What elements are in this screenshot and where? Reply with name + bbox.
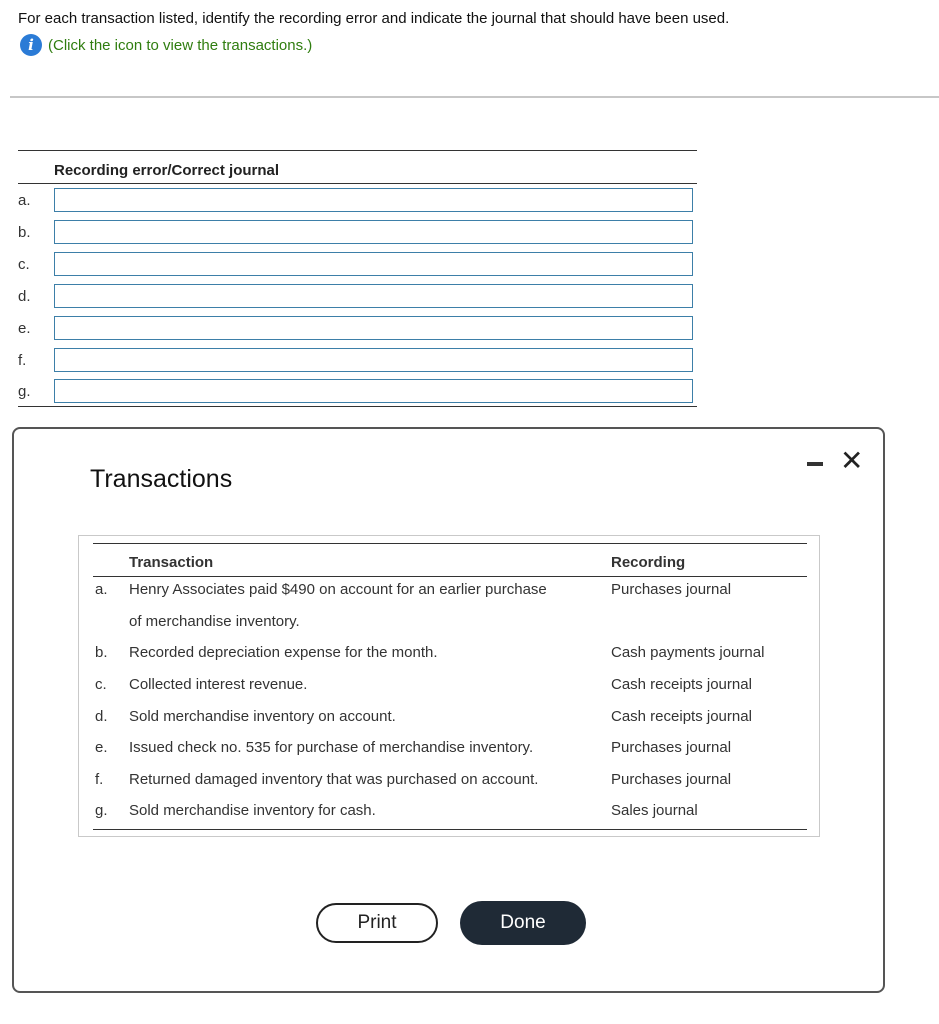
row-description: Sold merchandise inventory on account. <box>129 708 396 725</box>
answer-input-c[interactable] <box>54 252 693 276</box>
table-rule <box>18 183 697 184</box>
done-button[interactable]: Done <box>460 901 586 945</box>
row-letter: a. <box>95 581 108 598</box>
row-recording: Cash receipts journal <box>611 676 752 693</box>
row-letter: c. <box>18 256 30 273</box>
row-letter: f. <box>18 352 27 369</box>
answer-input-g[interactable] <box>54 379 693 403</box>
help-row <box>20 34 312 56</box>
info-icon[interactable]: i <box>20 34 42 56</box>
row-description: of merchandise inventory. <box>129 613 300 630</box>
instructions-text: For each transaction listed, identify the recording error and indicate the journal that should have been used. <box>18 10 730 27</box>
row-letter: a. <box>18 192 31 209</box>
row-description: Issued check no. 535 for purchase of merchandise inventory. <box>129 739 534 756</box>
dialog-title: Transactions <box>90 465 233 493</box>
table-rule <box>93 829 807 830</box>
table-rule <box>18 406 697 407</box>
row-description: Sold merchandise inventory for cash. <box>129 802 376 819</box>
row-recording: Cash receipts journal <box>611 708 752 725</box>
divider <box>10 96 939 98</box>
close-icon[interactable]: ✕ <box>840 445 864 476</box>
column-header-transaction: Transaction <box>129 554 214 571</box>
row-description: Collected interest revenue. <box>129 676 308 693</box>
column-header-recording: Recording <box>611 554 686 571</box>
answer-input-f[interactable] <box>54 348 693 372</box>
table-rule <box>18 150 697 151</box>
row-description: Henry Associates paid $490 on account for an earlier purchase <box>129 581 547 598</box>
answer-row-g <box>18 379 697 405</box>
row-letter: g. <box>18 383 31 400</box>
answer-input-a[interactable] <box>54 188 693 212</box>
row-letter: c. <box>95 676 107 693</box>
row-letter: e. <box>95 739 108 756</box>
row-letter: f. <box>95 771 104 788</box>
table-rule <box>93 543 807 544</box>
answer-row-b <box>18 220 697 246</box>
row-description: Returned damaged inventory that was purchased on account. <box>129 771 539 788</box>
row-letter: b. <box>95 644 108 661</box>
answer-row-f <box>18 348 697 374</box>
table-rule <box>93 576 807 577</box>
row-letter: d. <box>95 708 108 725</box>
answer-row-c <box>18 252 697 278</box>
row-letter: b. <box>18 224 31 241</box>
row-recording: Cash payments journal <box>611 644 765 661</box>
answer-input-e[interactable] <box>54 316 693 340</box>
row-letter: g. <box>95 802 108 819</box>
row-description: Recorded depreciation expense for the month. <box>129 644 438 661</box>
row-recording: Sales journal <box>611 802 698 819</box>
minimize-icon[interactable] <box>804 451 826 473</box>
row-letter: e. <box>18 320 31 337</box>
view-transactions-link[interactable]: (Click the icon to view the transactions.) <box>48 36 313 54</box>
row-recording: Purchases journal <box>611 581 732 598</box>
answer-row-a <box>18 188 697 214</box>
answer-table-header: Recording error/Correct journal <box>54 162 280 179</box>
row-recording: Purchases journal <box>611 771 732 788</box>
print-button[interactable]: Print <box>316 903 438 943</box>
row-letter: d. <box>18 288 31 305</box>
transactions-dialog <box>12 427 885 993</box>
row-recording: Purchases journal <box>611 739 732 756</box>
transactions-table <box>78 535 820 837</box>
answer-row-e <box>18 316 697 342</box>
answer-row-d <box>18 284 697 310</box>
answer-input-b[interactable] <box>54 220 693 244</box>
answer-input-d[interactable] <box>54 284 693 308</box>
